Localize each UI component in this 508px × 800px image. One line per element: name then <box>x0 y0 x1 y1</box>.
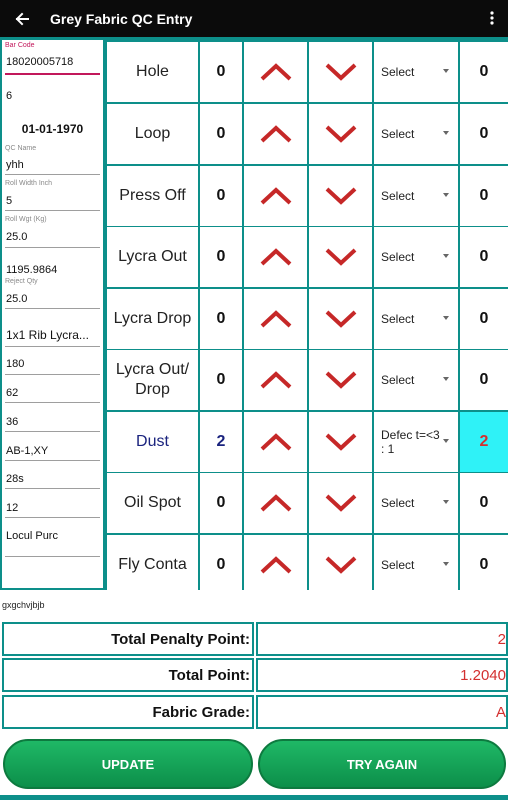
chevron-down-icon <box>324 186 358 206</box>
defect-result: 0 <box>460 535 508 595</box>
date-value: 01-01-1970 <box>21 122 84 136</box>
decrement-button[interactable] <box>309 42 372 102</box>
total-value: 1.2040 <box>256 658 508 692</box>
defect-select[interactable] <box>374 42 458 102</box>
total-row <box>0 658 508 692</box>
defect-count: 0 <box>200 227 242 287</box>
roll-width-input[interactable]: 5 <box>6 195 13 207</box>
defect-select[interactable] <box>374 227 458 287</box>
reject-qty-underline <box>5 308 100 309</box>
select-value: Select <box>381 373 415 387</box>
penalty-value: 2 <box>256 622 508 656</box>
defect-name: Lycra Out <box>107 227 198 287</box>
increment-button[interactable] <box>244 42 307 102</box>
dropdown-arrow-icon <box>443 316 449 320</box>
more-vert-icon[interactable] <box>484 8 500 28</box>
bottom-strip <box>0 795 508 800</box>
dropdown-arrow-icon <box>443 377 449 381</box>
defect-row-fly-conta <box>105 535 508 595</box>
defect-result: 0 <box>460 289 508 349</box>
weight-value: 1195.9864 <box>6 264 58 276</box>
defect-row-loop <box>105 104 508 164</box>
defect-count: 0 <box>200 166 242 226</box>
roll-width-label: Roll Width Inch <box>5 180 53 187</box>
select-value: Select <box>381 65 415 79</box>
defect-name: Press Off <box>107 166 198 226</box>
chevron-down-icon <box>324 370 358 390</box>
value-62-underline <box>5 402 100 403</box>
party-value: Locul Purc <box>6 530 58 542</box>
note-text: gxgchvjbjb <box>2 600 45 610</box>
chevron-up-icon <box>259 247 293 267</box>
decrement-button[interactable] <box>309 535 372 595</box>
defect-result: 0 <box>460 227 508 287</box>
fabric-type-value: 1x1 Rib Lycra... <box>6 328 89 342</box>
defect-select[interactable] <box>374 104 458 164</box>
defect-count: 0 <box>200 350 242 410</box>
qc-name-input[interactable]: yhh <box>6 159 24 171</box>
decrement-button[interactable] <box>309 473 372 533</box>
field-6-value: 6 <box>6 90 13 102</box>
chevron-up-icon <box>259 309 293 329</box>
defect-select[interactable] <box>374 166 458 226</box>
increment-button[interactable] <box>244 473 307 533</box>
chevron-up-icon <box>259 555 293 575</box>
chevron-down-icon <box>324 62 358 82</box>
defect-row-oil-spot <box>105 473 508 533</box>
dropdown-arrow-icon <box>443 562 449 566</box>
increment-button[interactable] <box>244 535 307 595</box>
dropdown-arrow-icon <box>443 131 449 135</box>
defect-result: 0 <box>460 42 508 102</box>
defect-count: 0 <box>200 289 242 349</box>
decrement-button[interactable] <box>309 289 372 349</box>
roll-wgt-input[interactable]: 25.0 <box>6 231 28 243</box>
value-180: 180 <box>6 358 25 370</box>
defect-row-lycra-out <box>105 227 508 287</box>
grade-value: A <box>256 695 508 729</box>
defect-count: 0 <box>200 104 242 164</box>
select-value: Select <box>381 189 415 203</box>
left-form-panel <box>2 40 103 588</box>
defect-row-hole <box>105 42 508 102</box>
code-value: AB-1,XY <box>6 445 49 457</box>
qc-name-label: QC Name <box>5 145 37 152</box>
defect-count: 0 <box>200 42 242 102</box>
count-underline <box>5 488 100 489</box>
roll-wgt-underline <box>5 247 100 248</box>
defect-name: Fly Conta <box>107 535 198 595</box>
defect-name: Lycra Drop <box>107 289 198 349</box>
defect-name: Dust <box>107 412 198 472</box>
chevron-up-icon <box>259 124 293 144</box>
back-arrow-icon[interactable] <box>0 0 44 37</box>
decrement-button[interactable] <box>309 227 372 287</box>
chevron-up-icon <box>259 493 293 513</box>
chevron-down-icon <box>324 432 358 452</box>
defect-select[interactable] <box>374 412 458 472</box>
increment-button[interactable] <box>244 350 307 410</box>
chevron-up-icon <box>259 432 293 452</box>
penalty-label: Total Penalty Point: <box>2 622 254 656</box>
dropdown-arrow-icon <box>443 193 449 197</box>
roll-width-underline <box>5 210 100 211</box>
chevron-down-icon <box>324 309 358 329</box>
defect-result: 2 <box>460 412 508 472</box>
dropdown-arrow-icon <box>443 69 449 73</box>
select-value: Select <box>381 558 415 572</box>
select-value: Select <box>381 496 415 510</box>
defect-name: Oil Spot <box>107 473 198 533</box>
increment-button[interactable] <box>244 412 307 472</box>
select-value: Select <box>381 127 415 141</box>
defect-row-dust <box>105 412 508 472</box>
chevron-up-icon <box>259 62 293 82</box>
defect-row-lycra-drop <box>105 289 508 349</box>
value-62: 62 <box>6 387 19 399</box>
count-value: 28s <box>6 473 24 485</box>
chevron-down-icon <box>324 493 358 513</box>
code-underline <box>5 460 100 461</box>
app-bar <box>0 0 508 37</box>
reject-qty-label: Reject Qty <box>5 278 38 285</box>
increment-button[interactable] <box>244 104 307 164</box>
defect-row-lycra-out-drop <box>105 350 508 410</box>
defect-count: 0 <box>200 535 242 595</box>
roll-wgt-label: Roll Wgt (Kg) <box>5 216 47 223</box>
value-36: 36 <box>6 416 19 428</box>
fabric-type-underline <box>5 346 100 347</box>
increment-button[interactable] <box>244 166 307 226</box>
grade-row <box>0 695 508 729</box>
defect-name: Lycra Out/ Drop <box>107 350 198 410</box>
select-value: Select <box>381 250 415 264</box>
defect-select[interactable] <box>374 535 458 595</box>
grade-label: Fabric Grade: <box>2 695 254 729</box>
barcode-input[interactable]: 18020005718 <box>6 56 74 68</box>
reject-qty-input[interactable]: 25.0 <box>6 293 28 305</box>
select-value: Defec t=<3 : 1 <box>381 428 440 456</box>
qc-name-underline <box>5 174 100 175</box>
chevron-down-icon <box>324 555 358 575</box>
party-underline <box>5 556 100 557</box>
defect-result: 0 <box>460 473 508 533</box>
defect-name: Hole <box>107 42 198 102</box>
chevron-down-icon <box>324 124 358 144</box>
defect-row-press-off <box>105 166 508 226</box>
value-12-underline <box>5 517 100 518</box>
defect-select[interactable] <box>374 289 458 349</box>
decrement-button[interactable] <box>309 104 372 164</box>
decrement-button[interactable] <box>309 412 372 472</box>
barcode-underline <box>5 73 100 75</box>
increment-button[interactable] <box>244 289 307 349</box>
defect-count: 2 <box>200 412 242 472</box>
value-36-underline <box>5 431 100 432</box>
defect-result: 0 <box>460 350 508 410</box>
value-180-underline <box>5 374 100 375</box>
defect-name: Loop <box>107 104 198 164</box>
update-button[interactable]: UPDATE <box>3 739 253 789</box>
dropdown-arrow-icon <box>443 500 449 504</box>
value-12: 12 <box>6 502 19 514</box>
defect-result: 0 <box>460 104 508 164</box>
decrement-button[interactable] <box>309 166 372 226</box>
select-value: Select <box>381 312 415 326</box>
defect-result: 0 <box>460 166 508 226</box>
total-label: Total Point: <box>2 658 254 692</box>
try-again-button[interactable]: TRY AGAIN <box>258 739 506 789</box>
defect-count: 0 <box>200 473 242 533</box>
defect-select[interactable] <box>374 350 458 410</box>
decrement-button[interactable] <box>309 350 372 410</box>
page-title: Grey Fabric QC Entry <box>50 10 193 27</box>
dropdown-arrow-icon <box>443 439 449 443</box>
chevron-up-icon <box>259 370 293 390</box>
increment-button[interactable] <box>244 227 307 287</box>
barcode-label: Bar Code <box>5 42 35 49</box>
chevron-up-icon <box>259 186 293 206</box>
dropdown-arrow-icon <box>443 254 449 258</box>
defect-select[interactable] <box>374 473 458 533</box>
chevron-down-icon <box>324 247 358 267</box>
penalty-row <box>0 622 508 656</box>
